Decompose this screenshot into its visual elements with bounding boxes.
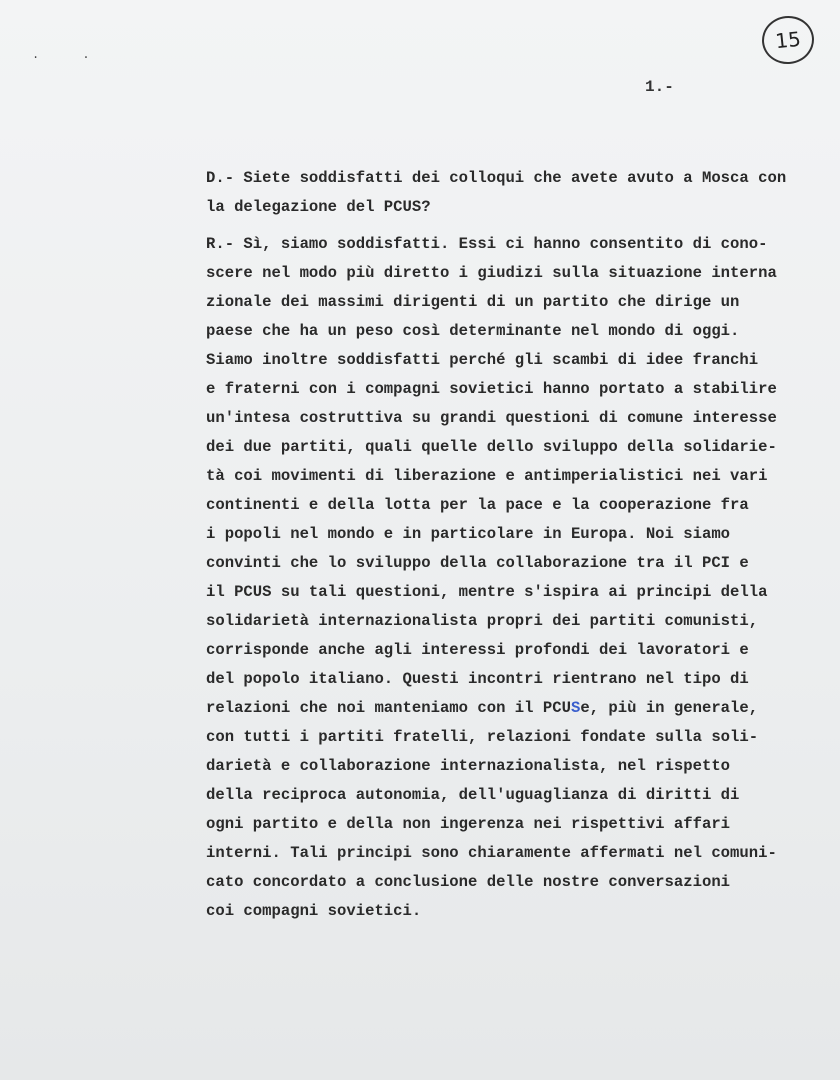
answer-line: corrisponde anche agli interessi profondi dei lavoratori e bbox=[206, 641, 749, 659]
answer-line: il PCUS su tali questioni, mentre s'ispira ai principi della bbox=[206, 583, 768, 601]
answer-line-annotated bbox=[206, 694, 826, 723]
answer-line: scere nel modo più diretto i giudizi sulla situazione interna bbox=[206, 264, 777, 282]
answer-line: con tutti i partiti fratelli, relazioni fondate sulla soli- bbox=[206, 728, 759, 746]
answer-line-part: e, più in generale, bbox=[580, 699, 759, 717]
answer-line: della reciproca autonomia, dell'uguaglianza di diritti di bbox=[206, 786, 740, 804]
answer-line: del popolo italiano. Questi incontri rientrano nel tipo di bbox=[206, 670, 749, 688]
answer-line: coi compagni sovietici. bbox=[206, 902, 422, 920]
answer-line: dei due partiti, quali quelle dello sviluppo della solidarie- bbox=[206, 438, 777, 456]
answer-line: R.- Sì, siamo soddisfatti. Essi ci hanno consentito di cono- bbox=[206, 235, 768, 253]
question-paragraph bbox=[206, 164, 826, 222]
archive-number: 15 bbox=[774, 26, 802, 54]
answer-line: un'intesa costruttiva su grandi questioni di comune interesse bbox=[206, 409, 777, 427]
answer-line: darietà e collaborazione internazionalista, nel rispetto bbox=[206, 757, 731, 775]
handwritten-correction: S bbox=[570, 699, 581, 717]
answer-line: e fraterni con i compagni sovietici hanno portato a stabilire bbox=[206, 380, 777, 398]
answer-line: solidarietà internazionalista propri dei partiti comunisti, bbox=[206, 612, 759, 630]
archive-number-stamp bbox=[760, 13, 817, 66]
answer-line: cato concordato a conclusione delle nostre conversazioni bbox=[206, 873, 731, 891]
answer-line: paese che ha un peso così determinante nel mondo di oggi. bbox=[206, 322, 740, 340]
answer-line: interni. Tali principi sono chiaramente affermati nel comuni- bbox=[206, 844, 777, 862]
answer-line: i popoli nel mondo e in particolare in Europa. Noi siamo bbox=[206, 525, 731, 543]
answer-line: zionale dei massimi dirigenti di un partito che dirige un bbox=[206, 293, 740, 311]
question-line: D.- Siete soddisfatti dei colloqui che avete avuto a Mosca con bbox=[206, 169, 787, 187]
top-marks: . . bbox=[32, 48, 108, 62]
answer-line: ogni partito e della non ingerenza nei rispettivi affari bbox=[206, 815, 731, 833]
question-line: la delegazione del PCUS? bbox=[206, 198, 431, 216]
answer-line: continenti e della lotta per la pace e la cooperazione fra bbox=[206, 496, 749, 514]
answer-line-part: relazioni che noi manteniamo con il PCU bbox=[206, 699, 571, 717]
answer-line: Siamo inoltre soddisfatti perché gli scambi di idee franchi bbox=[206, 351, 759, 369]
answer-line: convinti che lo sviluppo della collaborazione tra il PCI e bbox=[206, 554, 749, 572]
answer-line: tà coi movimenti di liberazione e antimperialistici nei vari bbox=[206, 467, 768, 485]
page-number: 1.- bbox=[645, 78, 674, 96]
answer-paragraph bbox=[206, 230, 826, 926]
